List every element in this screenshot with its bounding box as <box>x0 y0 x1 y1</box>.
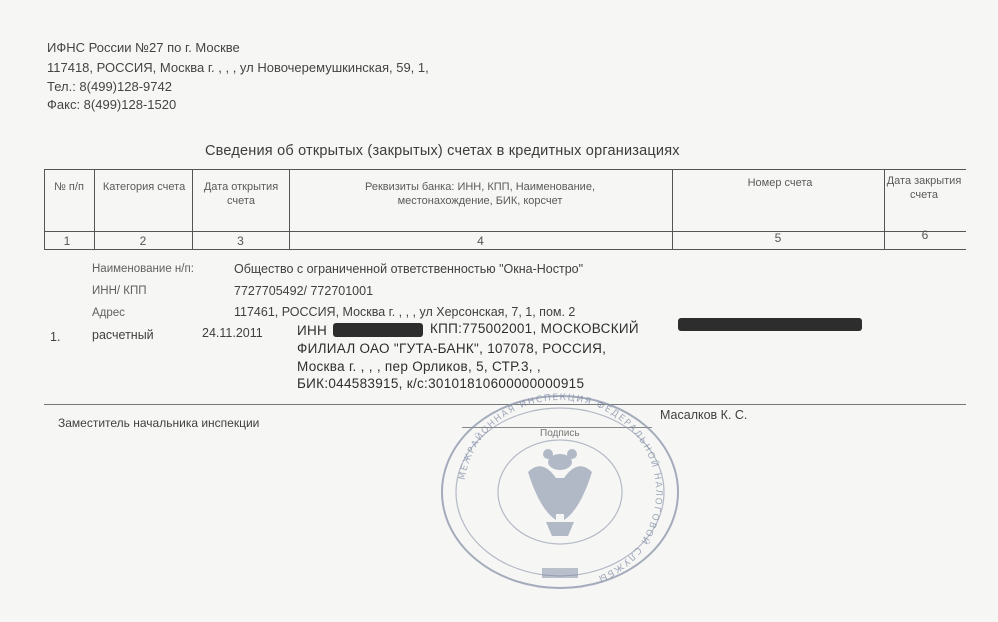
issuer-address: 117418, РОССИЯ, Москва г. , , , ул Новочеремушкинская, 59, 1, <box>47 60 429 75</box>
table-bottom-border <box>44 249 966 250</box>
org-name-value: Общество с ограниченной ответственностью "Окна-Ностро" <box>234 262 584 276</box>
row-category: расчетный <box>92 328 154 342</box>
org-address-label: Адрес <box>92 307 125 319</box>
col-number-6: 6 <box>921 228 929 242</box>
issuer-fax: Факс: 8(499)128-1520 <box>47 97 177 112</box>
col-header-account-number: Номер счета <box>747 177 813 189</box>
col-number-3: 3 <box>237 234 244 248</box>
col-number-2: 2 <box>139 234 147 248</box>
col-header-category: Категория счета <box>102 181 186 193</box>
org-inn-value: 7727705492/ 772701001 <box>234 284 374 298</box>
signatory-name: Масалков К. С. <box>660 408 748 422</box>
coat-of-arms-icon <box>528 449 592 536</box>
col-number-4: 4 <box>477 234 484 248</box>
org-inn-label: ИНН/ КПП <box>92 285 147 297</box>
account-number-redaction <box>678 318 862 331</box>
col-header-open-date: Дата открытия счета <box>203 181 279 207</box>
redaction-bar <box>333 323 423 337</box>
row-number: 1. <box>50 330 61 344</box>
signature-label: Подпись <box>540 428 580 439</box>
document-title: Сведения об открытых (закрытых) счетах в кредитных организациях <box>205 143 680 159</box>
bank-name-line: ФИЛИАЛ ОАО "ГУТА-БАНК", 107078, РОССИЯ, <box>297 341 607 356</box>
issuer-phone: Тел.: 8(499)128-9742 <box>47 79 172 94</box>
col-header-close-date: Дата закрытия счета <box>886 175 962 201</box>
stamp-number-block <box>542 568 578 578</box>
col-number-5: 5 <box>774 231 782 245</box>
row-open-date: 24.11.2011 <box>202 326 263 340</box>
bank-bik-line: БИК:044583915, к/с:30101810600000000915 <box>297 376 585 391</box>
col-number-1: 1 <box>63 234 71 248</box>
col-header-bank-details: Реквизиты банка: ИНН, КПП, Наименование, местонахождение, БИК, корсчет <box>364 181 596 207</box>
official-stamp <box>438 392 682 592</box>
issuer-name: ИФНС России №27 по г. Москве <box>47 40 240 55</box>
bank-inn-prefix: ИНН <box>297 323 328 338</box>
bank-kpp-line: КПП:775002001, МОСКОВСКИЙ <box>430 321 639 336</box>
bank-address-line: Москва г. , , , пер Орликов, 5, СТР.3, , <box>297 359 541 374</box>
org-name-label: Наименование н/п: <box>92 263 194 275</box>
org-address-value: 117461, РОССИЯ, Москва г. , , , ул Херсонская, 7, 1, пом. 2 <box>234 305 576 319</box>
svg-text:МЕЖРАЙОННАЯ ИНСПЕКЦИЯ ФЕДЕРАЛЬ: МЕЖРАЙОННАЯ ИНСПЕКЦИЯ ФЕДЕРАЛЬНОЙ НАЛОГОВОЙ СЛУЖБЫ <box>457 392 664 584</box>
col-header-number: № п/п <box>54 181 84 193</box>
table-top-border <box>44 169 966 170</box>
signatory-position: Заместитель начальника инспекции <box>58 416 260 430</box>
